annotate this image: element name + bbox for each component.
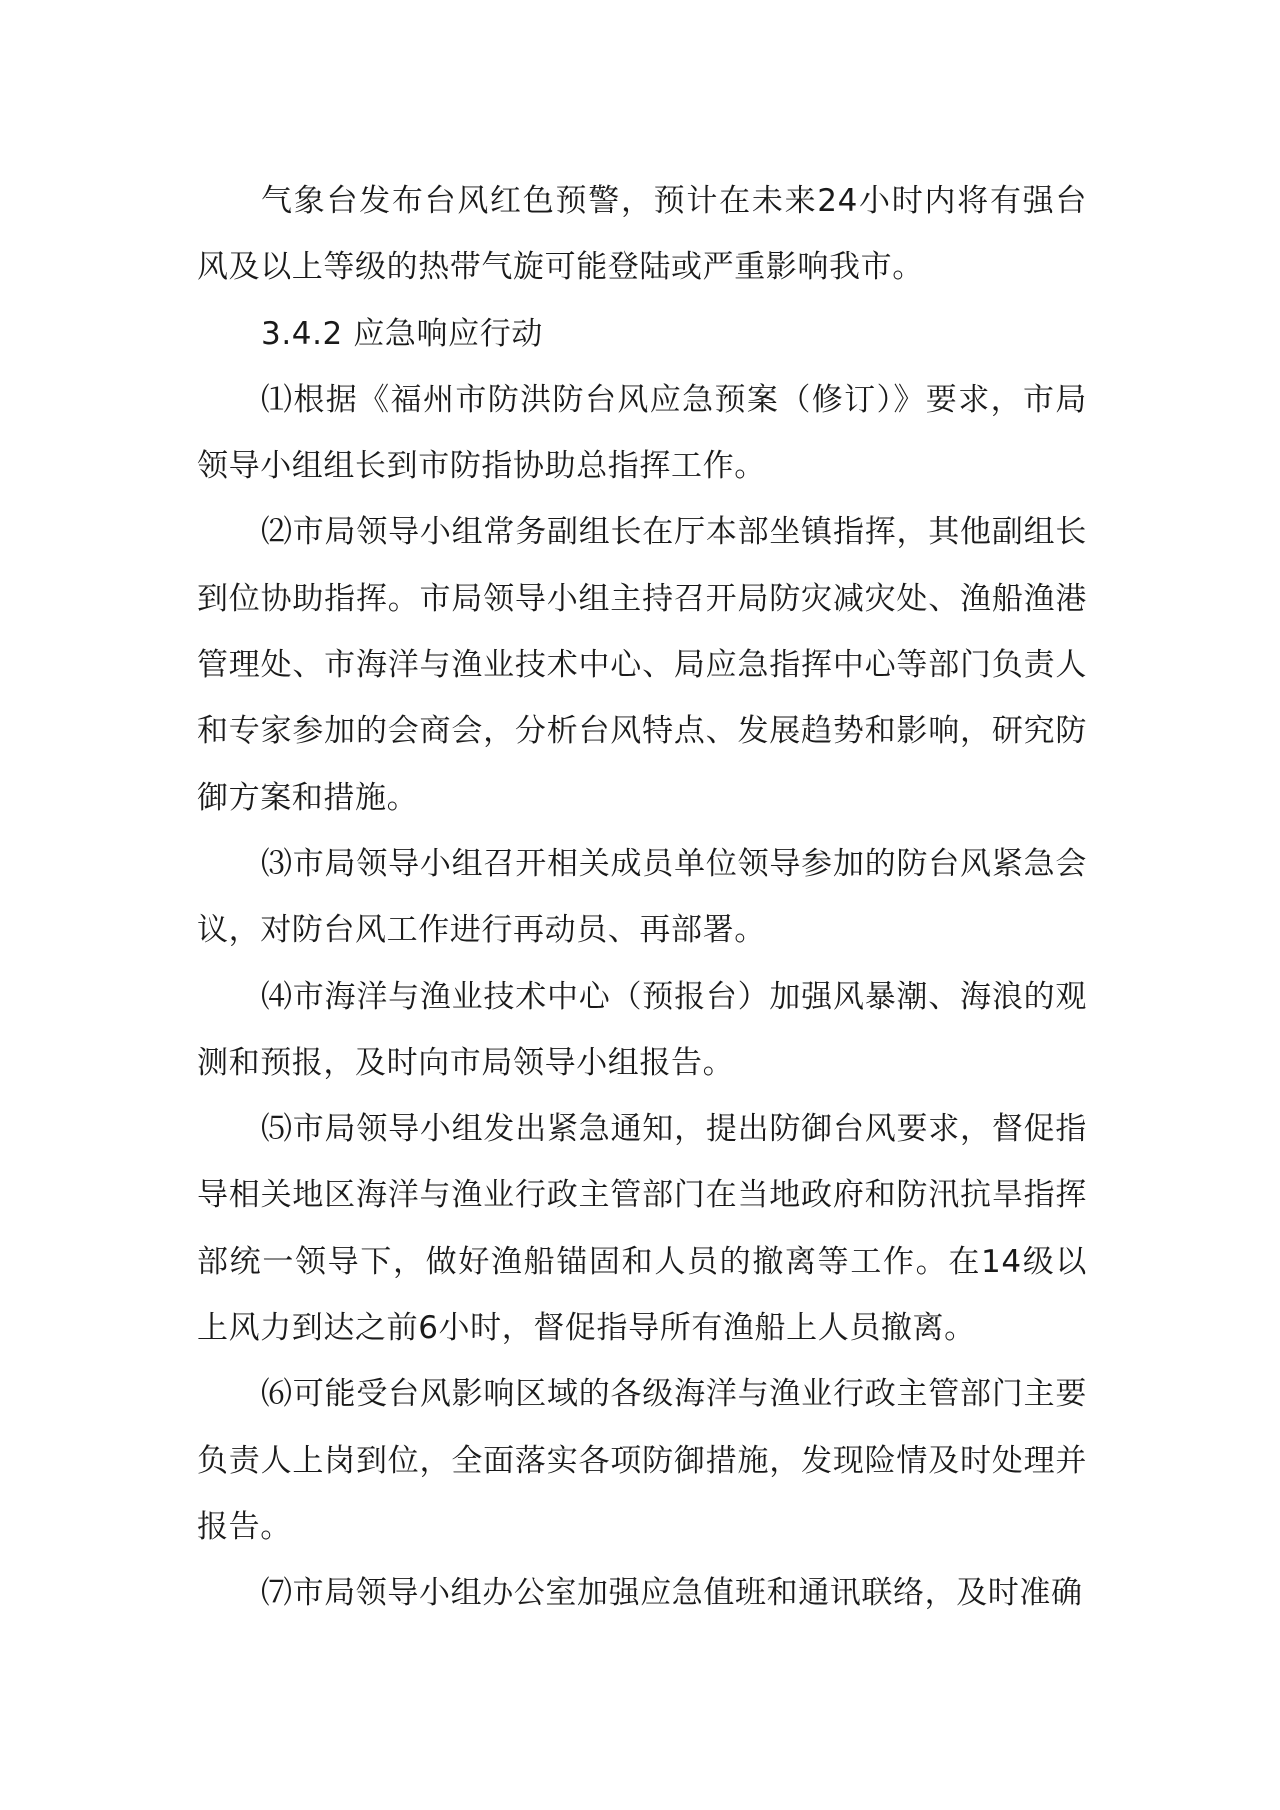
- paragraph-typhoon-warning: 气象台发布台风红色预警，预计在未来24小时内将有强台风及以上等级的热带气旋可能登陆或严重影响我市。: [197, 183, 1087, 286]
- paragraph-item-6: ⑹可能受台风影响区域的各级海洋与渔业行政主管部门主要负责人上岗到位，全面落实各项防御措施，发现险情及时处理并报告。: [197, 1376, 1087, 1545]
- paragraph-item-5: ⑸市局领导小组发出紧急通知，提出防御台风要求，督促指导相关地区海洋与渔业行政主管部门在当地政府和防汛抗旱指挥部统一领导下，做好渔船锚固和人员的撤离等工作。在14级以上风力到达之前6小时，督促指导所有渔船上人员撤离。: [197, 1111, 1087, 1347]
- paragraph-item-1: ⑴根据《福州市防洪防台风应急预案（修订）》要求，市局领导小组组长到市防指协助总指挥工作。: [197, 381, 1087, 485]
- paragraph-item-3: ⑶市局领导小组召开相关成员单位领导参加的防台风紧急会议，对防台风工作进行再动员、再部署。: [197, 845, 1087, 949]
- paragraph-item-4: ⑷市海洋与渔业技术中心（预报台）加强风暴潮、海浪的观测和预报，及时向市局领导小组报告。: [197, 978, 1087, 1081]
- section-heading-3-4-2: 3.4.2 应急响应行动: [261, 315, 543, 352]
- paragraph-item-7: ⑺市局领导小组办公室加强应急值班和通讯联络，及时准确: [261, 1575, 1083, 1612]
- document-body: [197, 168, 1087, 1627]
- paragraph-item-2: ⑵市局领导小组常务副组长在厅本部坐镇指挥，其他副组长到位协助指挥。市局领导小组主持召开局防灾减灾处、渔船渔港管理处、市海洋与渔业技术中心、局应急指挥中心等部门负责人和专家参加的会商会，分析台风特点、发展趋势和影响，研究防御方案和措施。: [197, 514, 1087, 816]
